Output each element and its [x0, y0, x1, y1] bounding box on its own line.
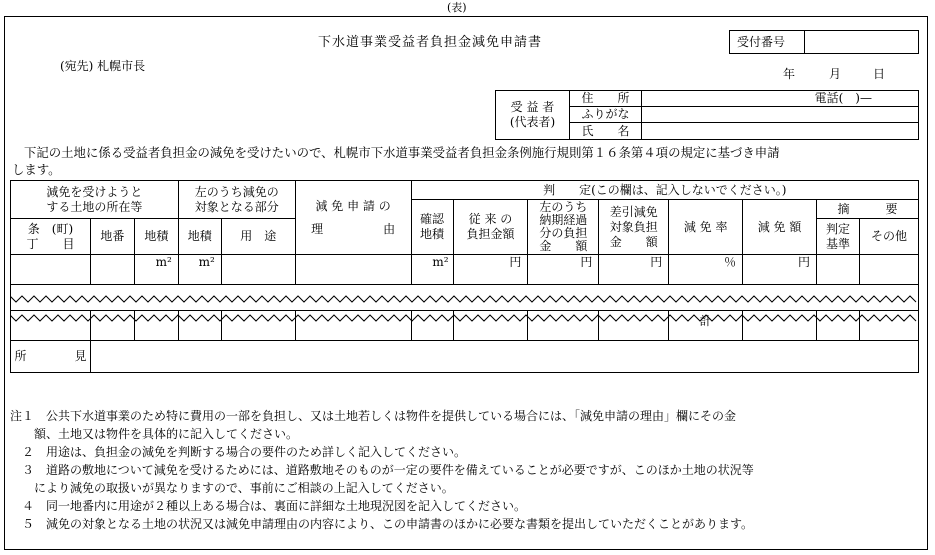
part-header-line2: 対象となる部分	[194, 199, 279, 214]
col-criteria-line2: 基準	[825, 236, 850, 251]
intro-line2: します。	[12, 162, 61, 177]
col-rate: 減 免 率	[669, 200, 743, 255]
intro-line1: 下記の土地に係る受益者負担金の減免を受けたいので、札幌市下水道事業受益者負担金条例施行規則第１６条第４項の規定に基づき申請	[24, 145, 780, 160]
note-line: 注１ 公共下水道事業のため特に費用の一部を負担し、又は土地若しくは物件を提供している場合には、「減免申請の理由」欄にその金	[10, 409, 737, 423]
reason-header-line2: 理 由	[311, 221, 396, 236]
note-line: 額、土地又は物件を具体的に記入してください。	[10, 427, 299, 441]
land-header-line1: 減免を受けようと	[46, 184, 143, 199]
col-elapsed-line4: 金 額	[539, 239, 588, 254]
note-line: ３ 道路の敷地について減免を受けるためには、道路敷地そのものが一定の要件を備えていることが必要ですが、このほか土地の状況等	[10, 463, 754, 477]
cell-part-area[interactable]	[178, 255, 221, 285]
col-use: 用 途	[221, 219, 295, 255]
note-line: ２ 用途は、負担金の減免を判断する場合の要件のため詳しく記入してください。	[10, 445, 467, 459]
col-criteria	[817, 219, 860, 255]
col-net-line2: 対象負担	[609, 219, 658, 234]
col-chome-line1: 条 (町)	[27, 221, 74, 236]
cell-other[interactable]	[859, 255, 918, 285]
cell-chome[interactable]	[11, 255, 91, 285]
remarks-label: 所 見	[11, 341, 91, 373]
cell-lot[interactable]	[90, 255, 134, 285]
note-line: ４ 同一地番内に用途が２種以上ある場合は、裏面に詳細な土地現況図を記入してください。	[10, 499, 527, 513]
cell-net[interactable]	[599, 255, 669, 285]
col-confirmed-area-line2: 地積	[420, 227, 445, 241]
col-prev-burden-line2: 負担金額	[466, 227, 515, 241]
judgment-header: 判 定(この欄は、記入しないでください。)	[411, 181, 918, 200]
applicant-table	[495, 90, 919, 140]
zigzag-top	[10, 296, 916, 302]
zigzag-bottom	[10, 315, 916, 321]
main-table	[10, 180, 919, 373]
cell-amount[interactable]	[743, 255, 817, 285]
cell-area[interactable]	[134, 255, 178, 285]
unit-sqm-part: m²	[198, 255, 215, 269]
col-prev-burden	[453, 200, 528, 255]
land-header	[11, 181, 179, 219]
unit-yen-prev: 円	[509, 255, 522, 269]
remarks-field[interactable]	[90, 341, 918, 373]
unit-sqm-area: m²	[155, 255, 172, 269]
unit-percent: ％	[724, 255, 737, 269]
land-header-line2: する土地の所在等	[46, 199, 143, 214]
applicant-label-line1: 受 益 者	[510, 100, 555, 114]
unit-sqm-confirmed: m²	[432, 255, 449, 269]
applicant-label-cell	[496, 91, 570, 140]
addressee: (宛先) 札幌市長	[60, 59, 146, 73]
col-elapsed	[528, 200, 599, 255]
col-other: その他	[859, 219, 918, 255]
col-prev-burden-line1: 従 来 の	[468, 212, 513, 226]
name-label: 氏 名	[570, 123, 642, 140]
cell-rate[interactable]	[669, 255, 743, 285]
col-chome-line2: 丁 目	[26, 236, 75, 251]
col-area: 地積	[134, 219, 178, 255]
total-label: 計	[669, 311, 743, 341]
cell-use[interactable]	[221, 255, 295, 285]
reception-number-label: 受付番号	[737, 35, 786, 49]
col-lot: 地番	[90, 219, 134, 255]
address-label: 住 所	[570, 91, 642, 107]
cell-confirmed-area[interactable]	[411, 255, 453, 285]
unit-yen-net: 円	[650, 255, 663, 269]
reception-number-field[interactable]	[804, 30, 919, 54]
col-net	[599, 200, 669, 255]
reason-header	[295, 181, 411, 255]
col-net-line3: 金 額	[609, 234, 658, 249]
part-header-line1: 左のうち減免の	[194, 184, 279, 199]
col-confirmed-area	[411, 200, 453, 255]
reception-number-label-box	[729, 30, 805, 54]
unit-yen-amount: 円	[797, 255, 810, 269]
cell-elapsed[interactable]	[528, 255, 599, 285]
break-zigzag	[10, 294, 919, 324]
col-elapsed-line2: 納期経過	[539, 212, 588, 227]
page-label: (表)	[447, 1, 467, 14]
col-elapsed-line3: 分の負担	[539, 226, 588, 240]
address-field[interactable]	[642, 91, 919, 107]
col-confirmed-area-line1: 確認	[420, 212, 445, 226]
applicant-label-line2: (代表者)	[509, 115, 556, 129]
cell-criteria[interactable]	[817, 255, 860, 285]
unit-yen-elapsed: 円	[580, 255, 593, 269]
reason-header-line1: 減 免 申 請 の	[315, 198, 391, 213]
note-line: により減免の取扱いが異なりますので、事前にご相談の上記入してください。	[10, 481, 454, 495]
cell-reason[interactable]	[295, 255, 411, 285]
date-day[interactable]: 日	[873, 67, 886, 81]
col-part-area: 地積	[178, 219, 221, 255]
date-month[interactable]: 月	[829, 67, 842, 81]
phone-label: 電話( )—	[814, 91, 872, 105]
col-criteria-line1: 判定	[825, 221, 850, 236]
part-header	[178, 181, 295, 219]
cell-prev-burden[interactable]	[453, 255, 528, 285]
col-chome	[11, 219, 91, 255]
col-net-line1: 差引減免	[609, 204, 658, 219]
col-amount: 減 免 額	[743, 200, 817, 255]
col-summary: 摘 要	[817, 200, 919, 219]
name-field[interactable]	[642, 123, 919, 140]
form-title: 下水道事業受益者負担金減免申請書	[318, 35, 543, 50]
note-line: ５ 減免の対象となる土地の状況又は減免申請理由の内容により、この申請書のほかに必要な書類を提出していただくことがあります。	[10, 517, 754, 531]
date-year[interactable]: 年	[783, 67, 796, 81]
col-elapsed-line1: 左のうち	[539, 199, 588, 214]
furigana-label: ふりがな	[570, 107, 642, 123]
furigana-field[interactable]	[642, 107, 919, 123]
